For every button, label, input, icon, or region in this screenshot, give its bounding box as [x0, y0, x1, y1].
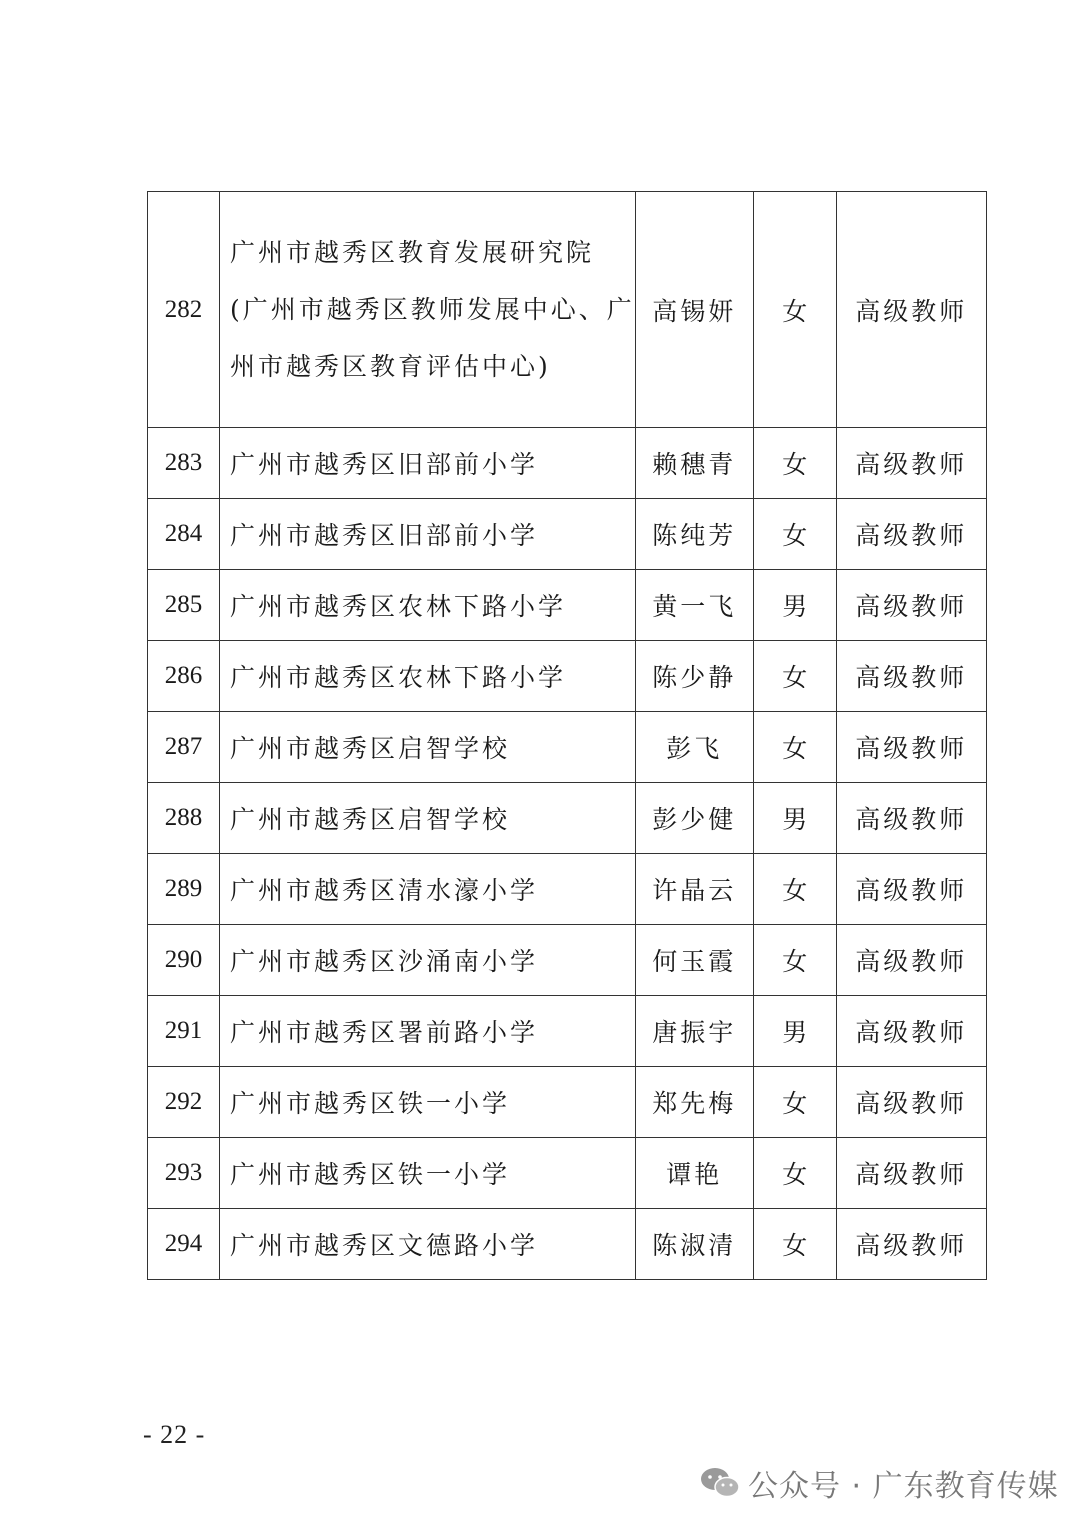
row-number: 294: [148, 1209, 220, 1280]
row-number: 289: [148, 854, 220, 925]
gender: 女: [753, 854, 836, 925]
professional-title: 高级教师: [836, 1209, 986, 1280]
row-number: 291: [148, 996, 220, 1067]
teacher-name: 彭少健: [635, 783, 753, 854]
professional-title: 高级教师: [836, 925, 986, 996]
school-name: 广州市越秀区启智学校: [220, 712, 636, 783]
table-row: [148, 1209, 987, 1280]
row-number: 292: [148, 1067, 220, 1138]
school-name: 广州市越秀区旧部前小学: [220, 499, 636, 570]
table-row: [148, 1138, 987, 1209]
watermark-text: 公众号 · 广东教育传媒: [748, 1469, 1059, 1504]
table-row: [148, 192, 987, 428]
school-name-line: 广州市越秀区教育发展研究院: [230, 238, 595, 267]
gender: 女: [753, 1067, 836, 1138]
professional-title: 高级教师: [836, 996, 986, 1067]
gender: 男: [753, 570, 836, 641]
page-number: - 22 -: [143, 1420, 206, 1449]
table-row: [148, 499, 987, 570]
professional-title: 高级教师: [836, 1067, 986, 1138]
teacher-name: 何玉霞: [635, 925, 753, 996]
school-name: [220, 192, 636, 428]
professional-title: 高级教师: [836, 192, 986, 428]
professional-title: 高级教师: [836, 641, 986, 712]
professional-title: 高级教师: [836, 570, 986, 641]
school-name: 广州市越秀区署前路小学: [220, 996, 636, 1067]
table-row: [148, 428, 987, 499]
table-row: [148, 1067, 987, 1138]
school-name: 广州市越秀区农林下路小学: [220, 570, 636, 641]
school-name-line: 州市越秀区教育评估中心): [230, 352, 551, 381]
professional-title: 高级教师: [836, 499, 986, 570]
gender: 女: [753, 712, 836, 783]
gender: 女: [753, 641, 836, 712]
teacher-roster-table: [147, 191, 987, 1280]
teacher-name: 陈少静: [635, 641, 753, 712]
table-row: [148, 925, 987, 996]
row-number: 293: [148, 1138, 220, 1209]
teacher-name: 陈纯芳: [635, 499, 753, 570]
wechat-icon: [700, 1466, 740, 1500]
teacher-name: 黄一飞: [635, 570, 753, 641]
gender: 女: [753, 499, 836, 570]
row-number: 282: [148, 192, 220, 428]
professional-title: 高级教师: [836, 1138, 986, 1209]
row-number: 286: [148, 641, 220, 712]
table-row: [148, 641, 987, 712]
school-name: 广州市越秀区启智学校: [220, 783, 636, 854]
table-row: [148, 996, 987, 1067]
watermark: [700, 1461, 1059, 1505]
gender: 女: [753, 925, 836, 996]
professional-title: 高级教师: [836, 428, 986, 499]
gender: 女: [753, 192, 836, 428]
row-number: 283: [148, 428, 220, 499]
school-name: 广州市越秀区铁一小学: [220, 1138, 636, 1209]
teacher-name: 许晶云: [635, 854, 753, 925]
gender: 男: [753, 783, 836, 854]
school-name-line: (广州市越秀区教师发展中心、广: [230, 295, 635, 324]
teacher-name: 郑先梅: [635, 1067, 753, 1138]
row-number: 288: [148, 783, 220, 854]
professional-title: 高级教师: [836, 783, 986, 854]
row-number: 284: [148, 499, 220, 570]
teacher-name: 谭艳: [635, 1138, 753, 1209]
teacher-name: 唐振宇: [635, 996, 753, 1067]
teacher-name: 赖穗青: [635, 428, 753, 499]
school-name: 广州市越秀区清水濠小学: [220, 854, 636, 925]
school-name: 广州市越秀区农林下路小学: [220, 641, 636, 712]
table-row: [148, 854, 987, 925]
teacher-name: 高锡妍: [635, 192, 753, 428]
gender: 男: [753, 996, 836, 1067]
gender: 女: [753, 1209, 836, 1280]
table-row: [148, 570, 987, 641]
professional-title: 高级教师: [836, 854, 986, 925]
gender: 女: [753, 428, 836, 499]
school-name: 广州市越秀区旧部前小学: [220, 428, 636, 499]
row-number: 290: [148, 925, 220, 996]
row-number: 287: [148, 712, 220, 783]
school-name: 广州市越秀区沙涌南小学: [220, 925, 636, 996]
school-name: 广州市越秀区文德路小学: [220, 1209, 636, 1280]
school-name: 广州市越秀区铁一小学: [220, 1067, 636, 1138]
gender: 女: [753, 1138, 836, 1209]
professional-title: 高级教师: [836, 712, 986, 783]
row-number: 285: [148, 570, 220, 641]
teacher-name: 彭飞: [635, 712, 753, 783]
teacher-name: 陈淑清: [635, 1209, 753, 1280]
table-row: [148, 712, 987, 783]
table-row: [148, 783, 987, 854]
